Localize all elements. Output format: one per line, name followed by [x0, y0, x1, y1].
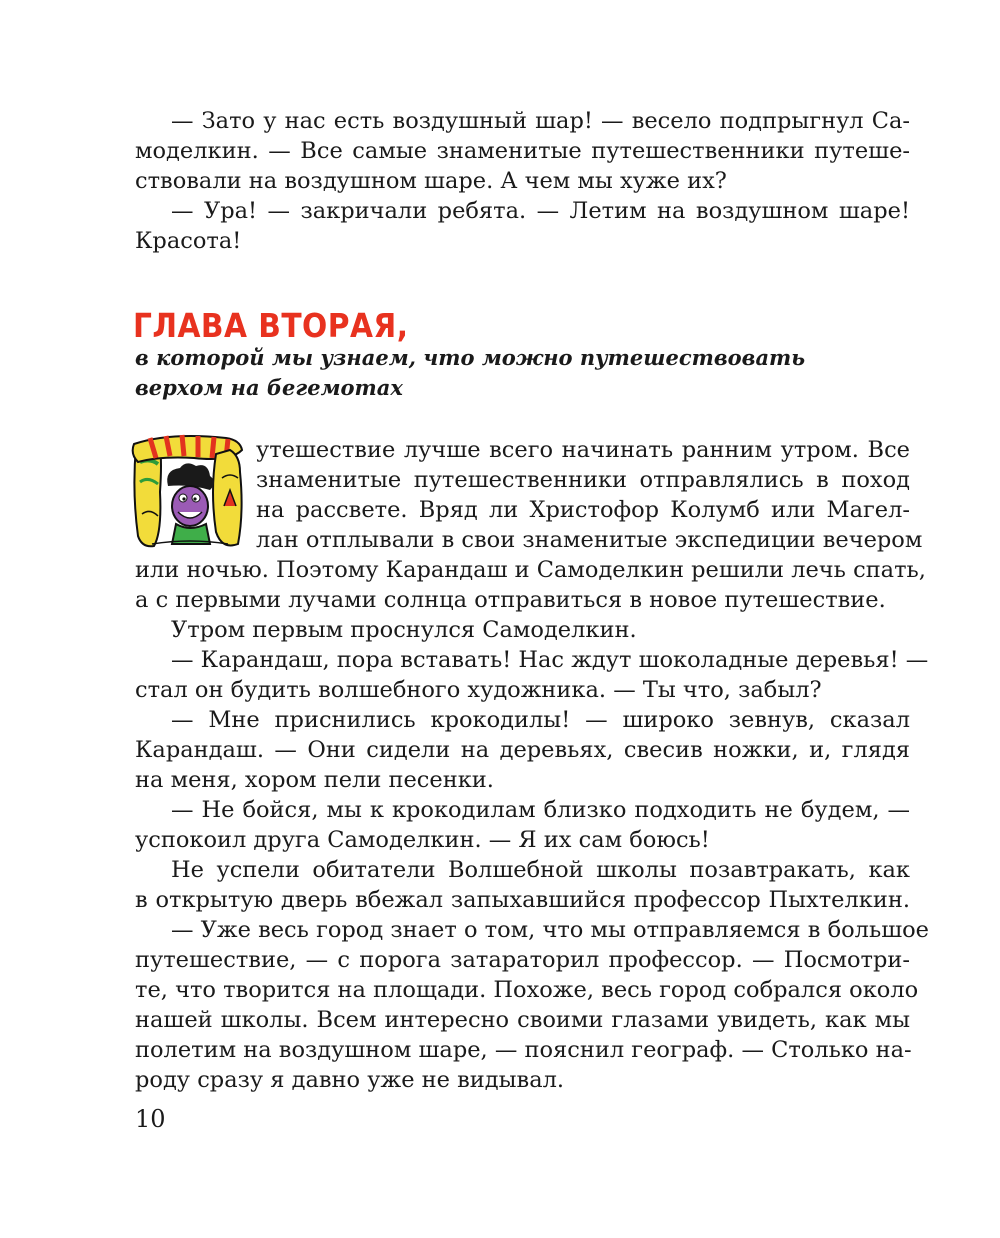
text-line: на рассвете. Вряд ли Христофор Колумб или Магел- — [256, 497, 910, 523]
text-line: путешествие, — с порога затараторил профессор. — Посмотри- — [135, 947, 910, 973]
text-line: в открытую дверь вбежал запыхавшийся профессор Пыхтелкин. — [135, 887, 910, 913]
text-line: — Зато у нас есть воздушный шар! — весело подпрыгнул Са- — [171, 108, 910, 134]
drop-cap-icon — [130, 432, 246, 552]
text-line: ствовали на воздушном шаре. А чем мы хуже их? — [135, 168, 727, 194]
text-line: — Не бойся, мы к крокодилам близко подходить не будем, — — [171, 797, 910, 823]
drop-cap-letter-p-with-boy-illustration — [130, 432, 246, 552]
text-line: стал он будить волшебного художника. — Ты что, забыл? — [135, 677, 822, 703]
text-line: лан отплывали в свои знаменитые экспедиции вечером — [256, 527, 923, 553]
text-line: — Карандаш, пора вставать! Нас ждут шоколадные деревья! — — [171, 647, 929, 673]
text-line: Утром первым проснулся Самоделкин. — [171, 617, 637, 643]
text-line: утешествие лучше всего начинать ранним утром. Все — [256, 437, 910, 463]
text-line: — Ура! — закричали ребята. — Летим на воздушном шаре! — [171, 198, 910, 224]
text-line: полетим на воздушном шаре, — пояснил географ. — Столько на- — [135, 1037, 912, 1063]
text-line: знаменитые путешественники отправлялись в поход — [256, 467, 910, 493]
page-number: 10 — [135, 1105, 166, 1133]
text-line: нашей школы. Всем интересно своими глазами увидеть, как мы — [135, 1007, 910, 1033]
text-line: а с первыми лучами солнца отправиться в новое путешествие. — [135, 587, 886, 613]
text-line: успокоил друга Самоделкин. — Я их сам боюсь! — [135, 827, 710, 853]
text-line: или ночью. Поэтому Карандаш и Самоделкин решили лечь спать, — [135, 557, 926, 583]
chapter-title: ГЛАВА ВТОРАЯ, — [133, 306, 409, 345]
chapter-subtitle: верхом на бегемотах — [135, 375, 403, 400]
text-line: — Мне приснились крокодилы! — широко зевнув, сказал — [171, 707, 910, 733]
text-line: роду сразу я давно уже не видывал. — [135, 1067, 565, 1093]
text-line: Не успели обитатели Волшебной школы позавтракать, как — [171, 857, 910, 883]
text-line: — Уже весь город знает о том, что мы отправляемся в большое — [171, 917, 929, 943]
text-line: те, что творится на площади. Похоже, весь город собрался около — [135, 977, 919, 1003]
chapter-subtitle: в которой мы узнаем, что можно путешествовать — [135, 345, 806, 370]
text-line: на меня, хором пели песенки. — [135, 767, 494, 793]
text-line: моделкин. — Все самые знаменитые путешественники путеше- — [135, 138, 910, 164]
text-line: Карандаш. — Они сидели на деревьях, свесив ножки, и, глядя — [135, 737, 910, 763]
text-line: Красота! — [135, 228, 242, 254]
